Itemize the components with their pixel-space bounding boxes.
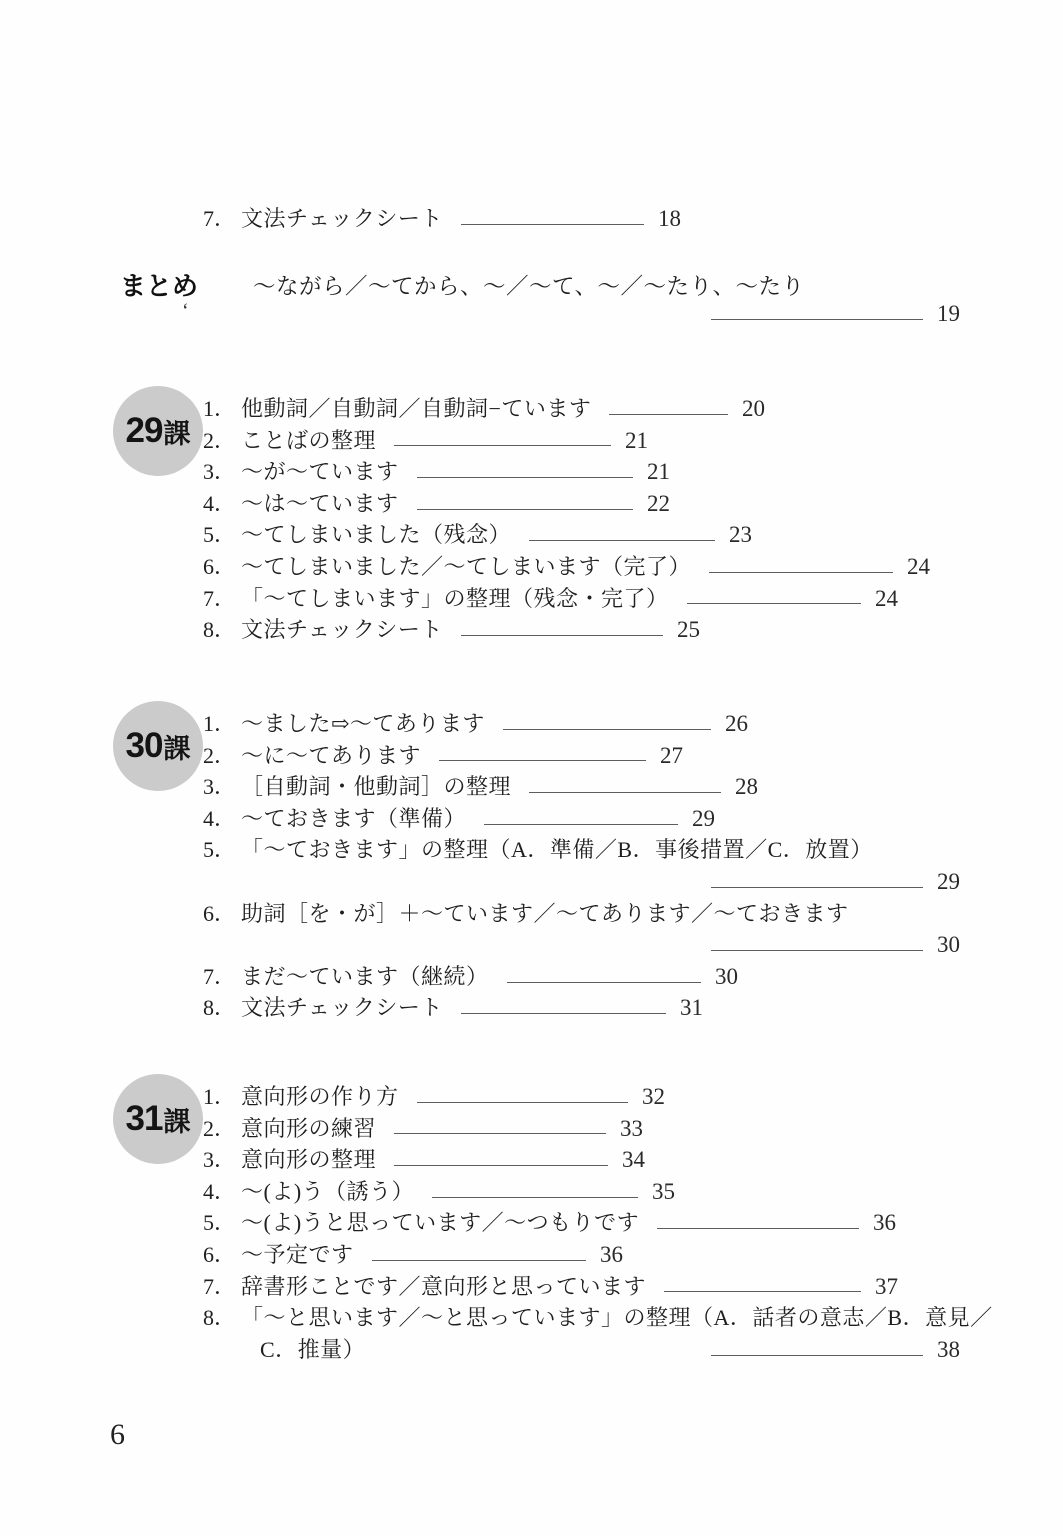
toc-entry — [203, 456, 670, 488]
toc-entry — [203, 803, 715, 835]
item-label: 〜てしまいました／〜てしまいます（完了） — [241, 553, 692, 579]
item-number: 4． — [203, 1178, 237, 1204]
toc-entry — [203, 740, 683, 772]
matome-heading: まとめ — [120, 271, 199, 301]
item-label: 〜は〜ています — [241, 490, 399, 516]
page-ref: 35 — [652, 1178, 675, 1204]
toc-entry — [203, 1176, 675, 1208]
lesson-29-section — [113, 393, 930, 646]
leader-line — [417, 509, 633, 510]
item-number: 5． — [203, 837, 237, 863]
item-number: 7． — [203, 1273, 237, 1299]
leader-line — [709, 572, 893, 573]
item-label: まだ〜ています（継続） — [241, 963, 489, 989]
toc-entry — [203, 1239, 623, 1271]
item-label: 〜ておきます（準備） — [241, 805, 467, 831]
toc-entry — [203, 992, 703, 1024]
leader-line — [394, 1133, 606, 1134]
toc-entry — [203, 583, 898, 615]
item-number: 3． — [203, 1147, 237, 1173]
item-number: 6． — [203, 1241, 237, 1267]
page-ref: 26 — [725, 711, 748, 736]
toc-entry — [203, 1113, 643, 1145]
page-ref: 31 — [680, 995, 703, 1021]
item-number: 4． — [203, 805, 237, 831]
leader-line — [372, 1260, 586, 1261]
lesson-number: 31 — [125, 1099, 163, 1138]
page-ref: 18 — [658, 206, 681, 231]
leader-line — [687, 603, 861, 604]
item-label: ［自動詞・他動詞］の整理 — [241, 774, 512, 800]
toc-entry — [203, 425, 648, 457]
toc-entry — [203, 1207, 896, 1239]
page-ref: 22 — [647, 490, 670, 516]
page-ref: 33 — [620, 1115, 643, 1141]
page-ref: 20 — [742, 396, 765, 421]
item-number: 2． — [203, 1115, 237, 1141]
item-label: 文法チェックシート — [241, 617, 443, 643]
toc-entry — [203, 708, 748, 740]
toc-entry — [203, 834, 960, 866]
item-number: 3． — [203, 459, 237, 485]
toc-entry — [203, 519, 752, 551]
leader-line — [507, 982, 701, 983]
item-label: ことばの整理 — [241, 427, 377, 453]
leader-line — [461, 1013, 666, 1014]
item-number: 2． — [203, 742, 237, 768]
item-label: 文法チェックシート — [241, 206, 443, 231]
page-ref: 23 — [729, 522, 752, 548]
toc-entry — [203, 393, 765, 425]
leader-line — [484, 824, 678, 825]
item-number: 2． — [203, 427, 237, 453]
page-ref: 24 — [907, 553, 930, 579]
page-ref: 29 — [937, 868, 960, 894]
leader-line — [394, 1165, 608, 1166]
item-label: 「〜てしまいます」の整理（残念・完了） — [241, 585, 669, 611]
item-label: 〜(よ)う（誘う） — [241, 1178, 415, 1204]
item-label: 〜が〜ています — [241, 459, 399, 485]
toc-entry — [203, 203, 681, 235]
leader-line — [711, 1355, 923, 1356]
item-label: 文法チェックシート — [241, 995, 443, 1021]
item-label: 他動詞／自動詞／自動詞−ています — [241, 396, 592, 421]
item-label: 「〜と思います／〜と思っています」の整理（A．話者の意志／B．意見／ — [241, 1305, 993, 1331]
leader-line — [664, 1291, 861, 1292]
lesson-kanji: 課 — [163, 418, 191, 449]
lesson-30-section — [113, 708, 960, 1024]
item-label: 「〜ておきます」の整理（A．準備／B．事後措置／C．放置） — [241, 837, 873, 863]
page-ref: 30 — [937, 932, 960, 958]
page-ref: 38 — [937, 1336, 960, 1362]
page-ref: 21 — [647, 459, 670, 485]
item-number: 3． — [203, 774, 237, 800]
item-label: 意向形の練習 — [241, 1115, 377, 1141]
leader-line — [417, 477, 633, 478]
leader-line — [609, 414, 728, 415]
item-label: 意向形の作り方 — [241, 1084, 399, 1109]
item-label: 〜に〜てあります — [241, 742, 422, 768]
toc-entry — [203, 1081, 665, 1113]
item-label: 〜ました⇨〜てあります — [241, 711, 485, 736]
item-number: 1． — [203, 1084, 237, 1109]
leader-line — [461, 224, 644, 225]
lesson-number: 29 — [125, 411, 163, 450]
toc-entry — [203, 1271, 898, 1303]
item-number: 4． — [203, 490, 237, 516]
item-label-wrapped: C．推量） — [260, 1336, 366, 1362]
page-ref: 24 — [875, 585, 898, 611]
toc-entry — [203, 961, 738, 993]
toc-entry — [203, 614, 700, 646]
leader-line — [711, 319, 923, 320]
page-ref: 37 — [875, 1273, 898, 1299]
lesson-number: 30 — [125, 726, 163, 765]
lesson-badge — [113, 1074, 203, 1164]
item-number: 5． — [203, 1210, 237, 1236]
page-ref: 30 — [715, 963, 738, 989]
page-ref: 36 — [873, 1210, 896, 1236]
toc-entry — [203, 1144, 645, 1176]
page-ref: 27 — [660, 742, 683, 768]
item-number: 1． — [203, 396, 237, 421]
item-number: 7． — [203, 206, 237, 231]
item-number: 7． — [203, 963, 237, 989]
toc-entry-continuation — [203, 929, 960, 961]
item-number: 7． — [203, 585, 237, 611]
toc-entry — [203, 551, 930, 583]
leader-line — [529, 792, 721, 793]
leader-line — [432, 1197, 638, 1198]
folio-page-number: 6 — [110, 1418, 125, 1451]
item-number: 6． — [203, 553, 237, 579]
toc-entry-continuation — [203, 1334, 960, 1366]
leader-line — [529, 540, 715, 541]
lesson-badge — [113, 701, 203, 791]
lesson-31-section — [113, 1081, 993, 1365]
item-label: 〜てしまいました（残念） — [241, 522, 512, 548]
toc-entry-continuation — [203, 866, 960, 898]
matome-title: 〜ながら／〜てから、〜／〜て、〜／〜たり、〜たり — [253, 274, 805, 299]
item-label: 〜(よ)うと思っています／〜つもりです — [241, 1210, 640, 1236]
toc-entry — [203, 898, 960, 930]
page-ref: 32 — [642, 1084, 665, 1109]
lesson-badge — [113, 386, 203, 476]
leader-line — [461, 635, 663, 636]
lesson-kanji: 課 — [163, 1106, 191, 1137]
leader-line — [711, 887, 923, 888]
lesson-kanji: 課 — [163, 733, 191, 764]
item-number: 8． — [203, 1305, 237, 1331]
page-ref: 29 — [692, 805, 715, 831]
item-label: 助詞［を・が］＋〜ています／〜てあります／〜ておきます — [241, 900, 849, 926]
toc-entry-continuation — [203, 298, 960, 330]
leader-line — [657, 1228, 859, 1229]
item-number: 1． — [203, 711, 237, 736]
leader-line — [417, 1102, 628, 1103]
page-ref: 36 — [600, 1241, 623, 1267]
page-ref: 25 — [677, 617, 700, 643]
item-number: 8． — [203, 617, 237, 643]
item-number: 5． — [203, 522, 237, 548]
item-number: 6． — [203, 900, 237, 926]
stray-mark: ‘ — [182, 300, 189, 322]
leader-line — [711, 950, 923, 951]
item-label: 〜予定です — [241, 1241, 354, 1267]
item-number: 8． — [203, 995, 237, 1021]
toc-entry — [203, 488, 670, 520]
leader-line — [503, 729, 711, 730]
page-ref: 34 — [622, 1147, 645, 1173]
page-ref: 19 — [937, 301, 960, 326]
toc-entry — [203, 771, 758, 803]
page-ref: 28 — [735, 774, 758, 800]
item-label: 辞書形ことです／意向形と思っています — [241, 1273, 647, 1299]
toc-entry — [203, 1302, 993, 1334]
page-ref: 21 — [625, 427, 648, 453]
leader-line — [394, 445, 611, 446]
leader-line — [439, 760, 646, 761]
item-label: 意向形の整理 — [241, 1147, 377, 1173]
